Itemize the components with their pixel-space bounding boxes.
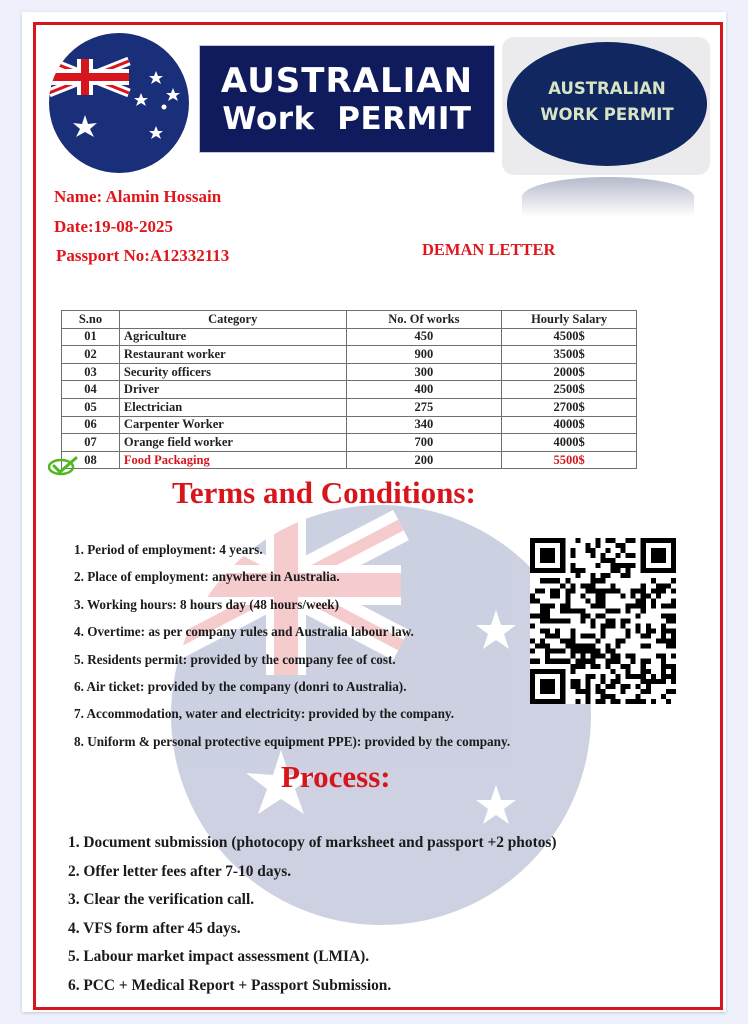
process-item: 5. Labour market impact assessment (LMIA). [68,948,370,966]
applicant-name: Name: Alamin Hossain [54,187,222,206]
cell-category: Security officers [119,363,346,381]
cell-sno: 04 [62,381,120,399]
letter-date: Date:19-08-2025 [54,217,173,236]
process-item: 4. VFS form after 45 days. [68,919,241,937]
cell-sno: 06 [62,416,120,434]
job-table [61,310,637,469]
cell-salary: 4500$ [502,328,637,346]
cell-sno: 02 [62,346,120,364]
cell-salary: 2000$ [502,363,637,381]
cell-salary: 3500$ [502,346,637,364]
banner-line-2: Work PERMIT [222,101,472,137]
cell-works: 700 [346,434,502,452]
table-row [62,363,637,381]
cell-sno: 05 [62,398,120,416]
letter-title: DEMAN LETTER [422,240,556,259]
table-row [62,346,637,364]
cell-works: 450 [346,328,502,346]
cell-salary: 5500$ [502,451,637,469]
badge-reflection [522,177,694,217]
work-permit-badge [507,42,707,166]
qr-code-icon [530,538,676,704]
terms-item: 2. Place of employment: anywhere in Australia. [74,569,340,585]
cell-category: Restaurant worker [119,346,346,364]
terms-item: 8. Uniform & personal protective equipment PPE): provided by the company. [74,733,511,749]
checkmark-icon [48,456,78,476]
cell-sno: 07 [62,434,120,452]
cell-sno: 01 [62,328,120,346]
table-row [62,398,637,416]
header-sno: S.no [62,311,120,329]
cell-works: 200 [346,451,502,469]
process-list [68,833,557,1005]
table-row [62,451,637,469]
terms-item: 7. Accommodation, water and electricity: provided by the company. [74,706,455,722]
title-banner [199,45,495,153]
cell-salary: 4000$ [502,416,637,434]
terms-item: 1. Period of employment: 4 years. [74,542,263,557]
process-heading: Process: [281,759,391,794]
process-item: 2. Offer letter fees after 7-10 days. [68,862,292,880]
terms-item: 4. Overtime: as per company rules and Australia labour law. [74,624,414,640]
cell-works: 300 [346,363,502,381]
header-salary: Hourly Salary [502,311,637,329]
terms-heading: Terms and Conditions: [172,475,476,510]
process-item: 3. Clear the verification call. [68,891,255,909]
process-item: 1. Document submission (photocopy of marksheet and passport +2 photos) [68,834,557,851]
cell-sno: 08 [62,451,120,469]
cell-category: Agriculture [119,328,346,346]
cell-salary: 2700$ [502,398,637,416]
badge-line-2: WORK PERMIT [540,105,674,124]
passport-number: Passport No:A12332113 [56,246,230,265]
cell-works: 340 [346,416,502,434]
cell-works: 275 [346,398,502,416]
australia-flag-icon [49,33,189,173]
badge-line-1: AUSTRALIAN [548,79,666,98]
cell-salary: 4000$ [502,434,637,452]
cell-works: 900 [346,346,502,364]
terms-list [74,541,510,760]
process-item: 6. PCC + Medical Report + Passport Submission. [68,976,392,994]
cell-category: Electrician [119,398,346,416]
cell-category: Orange field worker [119,434,346,452]
cell-category: Carpenter Worker [119,416,346,434]
table-row [62,416,637,434]
header-works: No. Of works [346,311,502,329]
demand-letter [33,22,723,1010]
cell-salary: 2500$ [502,381,637,399]
terms-item: 5. Residents permit: provided by the company fee of cost. [74,651,396,667]
cell-category: Food Packaging [119,451,346,469]
table-row [62,328,637,346]
table-row [62,381,637,399]
terms-item: 3. Working hours: 8 hours day (48 hours/week) [74,596,340,612]
header-category: Category [119,311,346,329]
cell-sno: 03 [62,363,120,381]
banner-line-1: AUSTRALIAN [220,61,474,101]
terms-item: 6. Air ticket: provided by the company (donri to Australia). [74,678,407,694]
cell-category: Driver [119,381,346,399]
table-row [62,434,637,452]
cell-works: 400 [346,381,502,399]
table-header-row [62,311,637,329]
